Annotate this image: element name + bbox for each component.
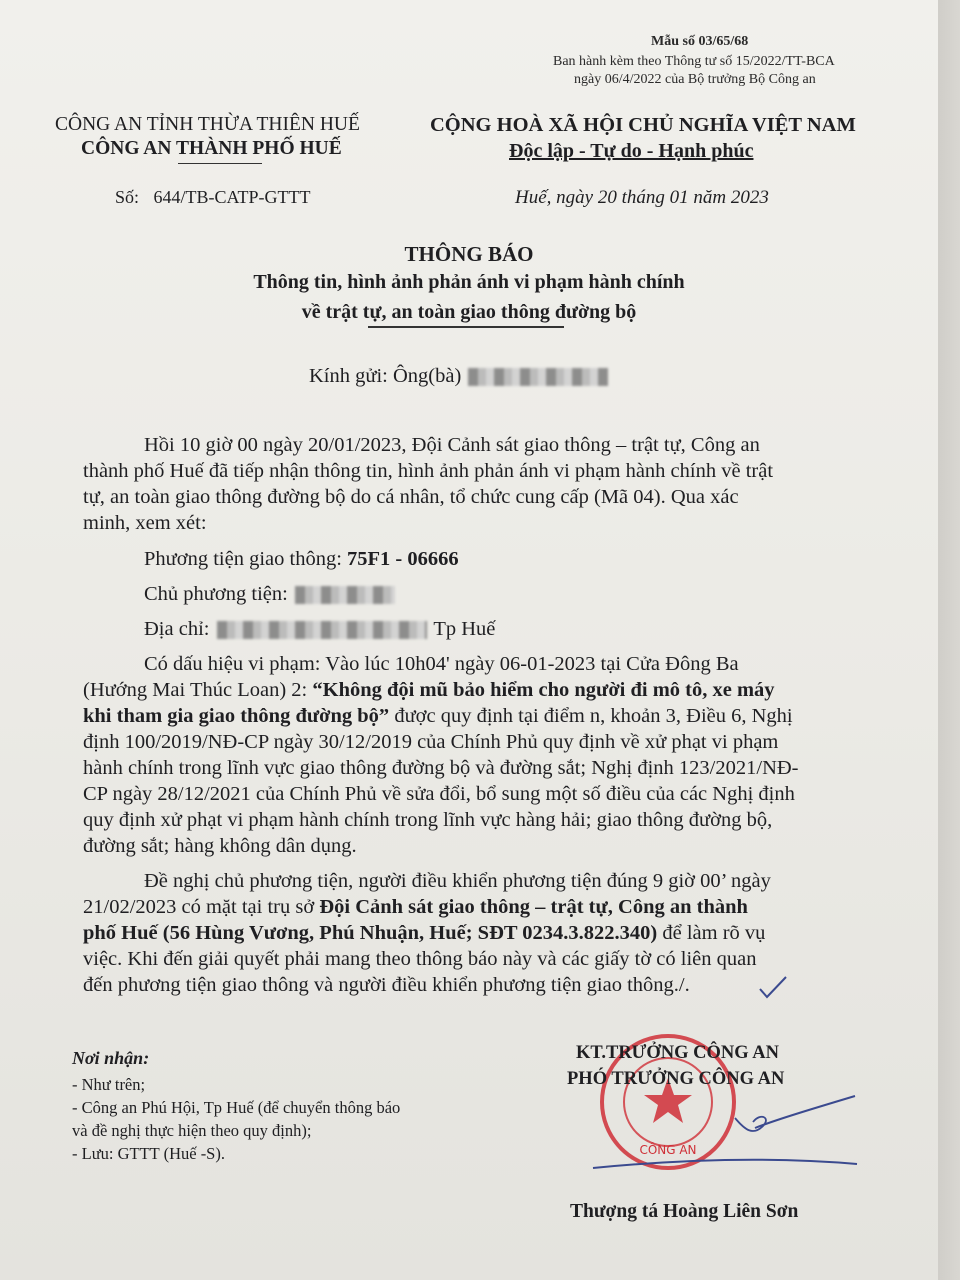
recipients-list bbox=[72, 1073, 400, 1165]
violation-location: (Hướng Mai Thúc Loan) 2: bbox=[83, 679, 313, 701]
vehicle-label: Phương tiện giao thông: bbox=[144, 548, 342, 570]
sub-agency-underline bbox=[178, 163, 262, 164]
owner-label: Chủ phương tiện: bbox=[144, 583, 288, 605]
recipient-item: và đề nghị thực hiện theo quy định); bbox=[72, 1121, 312, 1140]
stamp-text: CÔNG AN bbox=[639, 1143, 697, 1157]
redacted-recipient-name bbox=[468, 368, 608, 386]
recipient-item: - Như trên; bbox=[72, 1075, 146, 1094]
notice-subtitle-1: Thông tin, hình ảnh phản ánh vi phạm hành chính bbox=[253, 271, 685, 293]
recipient-item: - Công an Phú Hội, Tp Huế (để chuyển thông báo bbox=[72, 1098, 401, 1117]
request-date: 21/02/2023 có mặt tại trụ sở bbox=[83, 896, 320, 918]
place-and-date: Huế, ngày 20 tháng 01 năm 2023 bbox=[515, 187, 769, 208]
request-line-2 bbox=[83, 894, 748, 920]
violation-line-7: quy định xử phạt vi phạm hành chính trong lĩnh vực hàng hải; giao thông đường bộ, bbox=[83, 809, 773, 831]
intro-line-3: tự, an toàn giao thông đường bộ do cá nhân, tổ chức cung cấp (Mã 04). Qua xác bbox=[83, 486, 739, 508]
violation-line-4: định 100/2019/NĐ-CP ngày 30/12/2019 của Chính Phủ quy định về xử phạt vi phạm bbox=[83, 731, 779, 753]
request-line-4: việc. Khi đến giải quyết phải mang theo thông báo này và các giấy tờ có liên quan bbox=[83, 948, 757, 970]
intro-line-2: thành phố Huế đã tiếp nhận thông tin, hình ảnh phản ánh vi phạm hành chính về trật bbox=[83, 460, 774, 482]
redacted-address bbox=[217, 621, 427, 639]
signature-title-2: PHÓ TRƯỞNG CÔNG AN bbox=[567, 1069, 785, 1089]
nation-name: CỘNG HOÀ XÃ HỘI CHỦ NGHĨA VIỆT NAM bbox=[430, 114, 856, 136]
national-motto: Độc lập - Tự do - Hạnh phúc bbox=[509, 140, 754, 162]
violation-legal-ref: được quy định tại điểm n, khoản 3, Điều 6, Nghị bbox=[389, 705, 793, 727]
office-name: Đội Cảnh sát giao thông – trật tự, Công an thành bbox=[319, 896, 748, 918]
license-plate: 75F1 - 06666 bbox=[347, 548, 459, 570]
notice-subtitle-2: về trật tự, an toàn giao thông đường bộ bbox=[301, 301, 637, 323]
recipient-item: - Lưu: GTTT (Huế -S). bbox=[72, 1144, 225, 1163]
recipient-line bbox=[309, 365, 610, 388]
office-address: phố Huế (56 Hùng Vương, Phú Nhuận, Huế; SĐT 0234.3.822.340) bbox=[83, 922, 658, 944]
address-city: Tp Huế bbox=[433, 618, 496, 640]
intro-line-1: Hồi 10 giờ 00 ngày 20/01/2023, Đội Cảnh sát giao thông – trật tự, Công an bbox=[144, 434, 760, 456]
violation-line-3 bbox=[83, 703, 793, 729]
request-line-3 bbox=[83, 920, 765, 946]
handwritten-check-mark bbox=[758, 975, 788, 1001]
recipient-label: Kính gửi: Ông(bà) bbox=[309, 365, 462, 387]
vehicle-line bbox=[144, 546, 459, 572]
notice-title: THÔNG BÁO bbox=[404, 242, 534, 266]
violation-line-1: Có dấu hiệu vi phạm: Vào lúc 10h04' ngày 06-01-2023 tại Cửa Đông Ba bbox=[144, 653, 739, 675]
form-number: Mẫu số 03/65/68 bbox=[651, 34, 749, 49]
owner-line bbox=[144, 581, 397, 607]
violation-line-8: đường sắt; hàng không dân dụng. bbox=[83, 835, 357, 857]
number-label: Số: bbox=[115, 187, 140, 207]
signature-title-1: KT.TRƯỞNG CÔNG AN bbox=[576, 1043, 779, 1063]
violation-line-5: hành chính trong lĩnh vực giao thông đường bộ và đường sắt; Nghị định 123/2021/NĐ- bbox=[83, 757, 799, 779]
handwritten-signature bbox=[585, 1090, 865, 1180]
violation-description-start: “Không đội mũ bảo hiểm cho người đi mô tô, xe máy bbox=[312, 679, 775, 701]
signer-name: Thượng tá Hoàng Liên Sơn bbox=[570, 1201, 799, 1222]
violation-line-6: CP ngày 28/12/2021 của Chính Phủ về sửa đổi, bổ sung một số điều của các Nghị định bbox=[83, 783, 795, 805]
subtitle-underline bbox=[368, 326, 564, 328]
document-number bbox=[115, 187, 311, 208]
violation-line-2 bbox=[83, 677, 775, 703]
redacted-owner-name bbox=[295, 586, 395, 604]
violation-description-end: khi tham gia giao thông đường bộ” bbox=[83, 705, 390, 727]
sub-agency-name: CÔNG AN THÀNH PHỐ HUẾ bbox=[81, 138, 342, 159]
request-line-1: Đề nghị chủ phương tiện, người điều khiển phương tiện đúng 9 giờ 00’ ngày bbox=[144, 870, 771, 892]
recipients-title: Nơi nhận: bbox=[72, 1048, 150, 1068]
request-line-5: đến phương tiện giao thông và người điều khiển phương tiện giao thông./. bbox=[83, 974, 690, 996]
address-label: Địa chỉ: bbox=[144, 618, 210, 640]
address-line bbox=[144, 616, 495, 642]
intro-line-4: minh, xem xét: bbox=[83, 512, 207, 534]
request-purpose: để làm rõ vụ bbox=[657, 922, 766, 944]
form-circular: Ban hành kèm theo Thông tư số 15/2022/TT-BCA bbox=[553, 54, 835, 69]
agency-name: CÔNG AN TỈNH THỪA THIÊN HUẾ bbox=[55, 114, 360, 135]
form-issue-date: ngày 06/4/2022 của Bộ trưởng Bộ Công an bbox=[574, 72, 816, 87]
number-value: 644/TB-CATP-GTTT bbox=[153, 187, 311, 207]
